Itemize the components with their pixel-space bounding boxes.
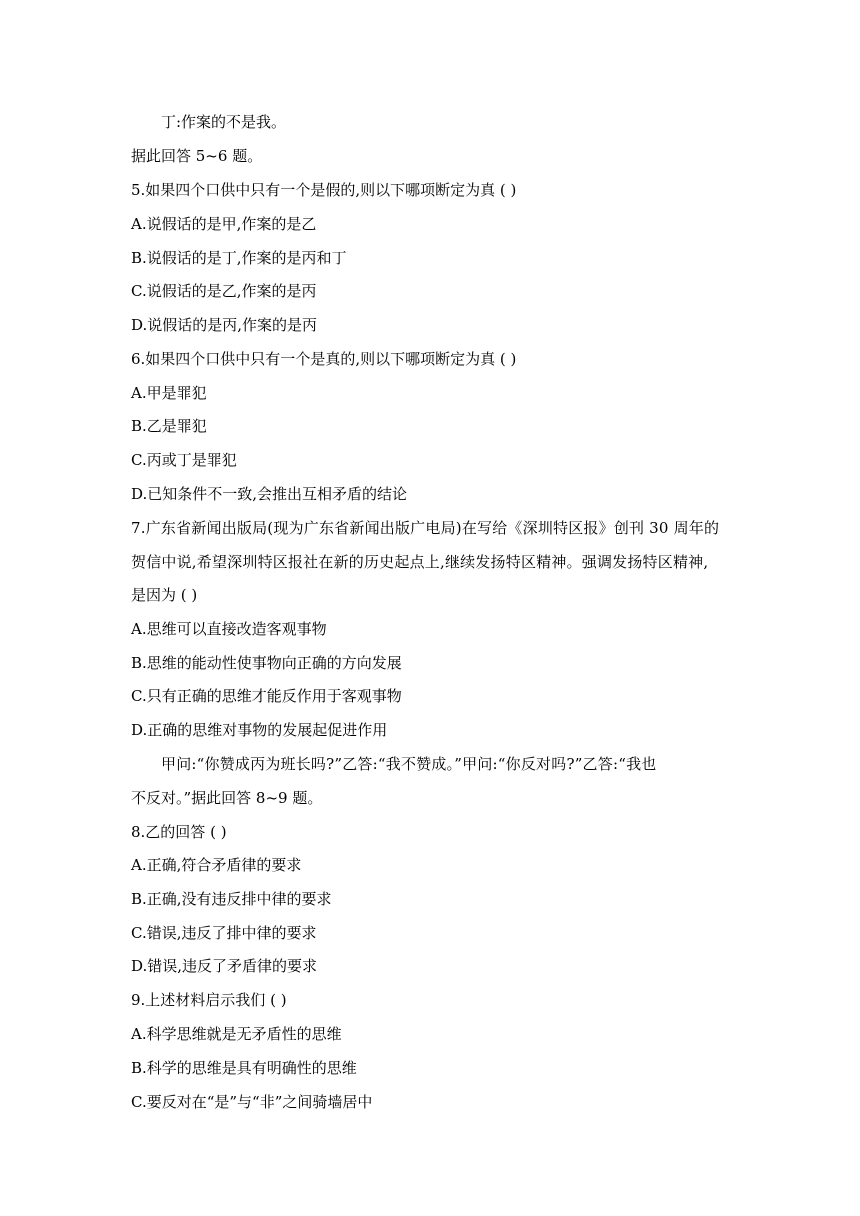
q8-option-a: A.正确,符合矛盾律的要求 (131, 856, 302, 874)
q5-option-d: D.说假话的是丙,作案的是丙 (131, 316, 318, 334)
text-line-2: 据此回答 5~6 题。 (131, 147, 263, 165)
material-line-2: 不反对。”据此回答 8~9 题。 (131, 789, 323, 807)
question-8: 8.乙的回答 ( ) (131, 823, 227, 841)
question-5: 5.如果四个口供中只有一个是假的,则以下哪项断定为真 ( ) (131, 181, 517, 199)
q7-option-c: C.只有正确的思维才能反作用于客观事物 (131, 687, 402, 705)
q7-option-d: D.正确的思维对事物的发展起促进作用 (131, 721, 388, 739)
question-6: 6.如果四个口供中只有一个是真的,则以下哪项断定为真 ( ) (131, 350, 517, 368)
q6-option-c: C.丙或丁是罪犯 (131, 451, 237, 469)
q8-option-c: C.错误,违反了排中律的要求 (131, 924, 317, 942)
q7-option-a: A.思维可以直接改造客观事物 (131, 620, 327, 638)
question-7-line-2: 贺信中说,希望深圳特区报社在新的历史起点上,继续发扬特区精神。强调发扬特区精神, (131, 553, 709, 571)
q8-option-d: D.错误,违反了矛盾律的要求 (131, 957, 318, 975)
q5-option-b: B.说假话的是丁,作案的是丙和丁 (131, 249, 347, 267)
q5-option-a: A.说假话的是甲,作案的是乙 (131, 215, 317, 233)
text-line-1: 丁:作案的不是我。 (161, 113, 287, 131)
q9-option-c: C.要反对在“是”与“非”之间骑墙居中 (131, 1093, 373, 1111)
question-7-line-1: 7.广东省新闻出版局(现为广东省新闻出版广电局)在写给《深圳特区报》创刊 30 周年的 (131, 519, 720, 537)
q6-option-b: B.乙是罪犯 (131, 417, 207, 435)
q9-option-a: A.科学思维就是无矛盾性的思维 (131, 1025, 342, 1043)
q9-option-b: B.科学的思维是具有明确性的思维 (131, 1059, 357, 1077)
q6-option-d: D.已知条件不一致,会推出互相矛盾的结论 (131, 485, 408, 503)
q5-option-c: C.说假话的是乙,作案的是丙 (131, 282, 317, 300)
q7-option-b: B.思维的能动性使事物向正确的方向发展 (131, 654, 402, 672)
question-7-line-3: 是因为 ( ) (131, 586, 198, 604)
material-line-1: 甲问:“你赞成丙为班长吗?”乙答:“我不赞成。”甲问:“你反对吗?”乙答:“我也 (161, 755, 657, 773)
question-9: 9.上述材料启示我们 ( ) (131, 991, 287, 1009)
q6-option-a: A.甲是罪犯 (131, 384, 207, 402)
q8-option-b: B.正确,没有违反排中律的要求 (131, 890, 332, 908)
